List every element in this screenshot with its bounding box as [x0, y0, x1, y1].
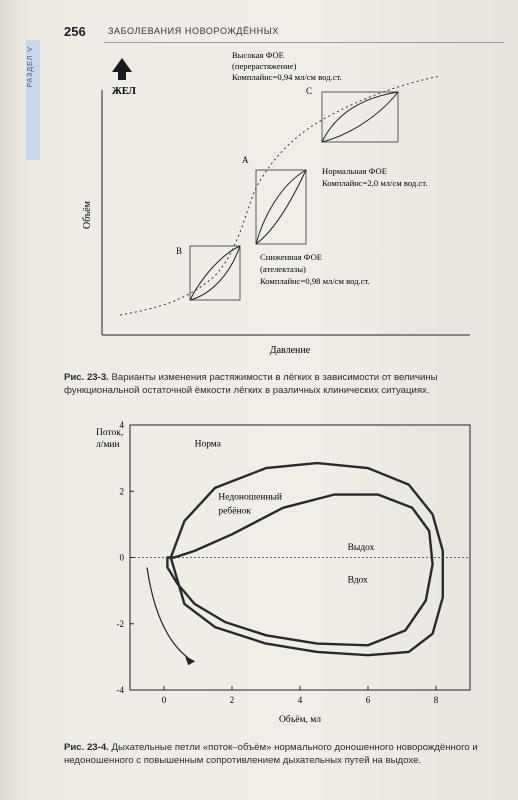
- x-tick-label: 6: [365, 695, 371, 705]
- direction-arrow: [147, 567, 191, 660]
- figure-23-4-caption-text: Дыхательные петли «поток–объём» нормального доношенного новорождённого и недоношенного с повышенным сопротивлением дыхательных путей на выдохе.: [64, 742, 478, 766]
- figure-23-3-caption-label: Рис. 23-3.: [64, 372, 109, 383]
- svg-text:Комплайнс=0,94 мл/см вод.ст.: Комплайнс=0,94 мл/см вод.ст.: [232, 72, 342, 82]
- loop-c: [306, 86, 398, 142]
- loop-series-0: [171, 463, 443, 655]
- side-tab-label: РАЗДЕЛ V: [27, 46, 34, 88]
- figure-23-3-caption-text: Варианты изменения растяжимости в лёгких в зависимости от величины функциональной остаточной ёмкости лёгких в различных клинических ситуациях.: [64, 372, 438, 396]
- y-tick-label: 2: [119, 486, 124, 497]
- figure-23-4-caption: [64, 741, 504, 767]
- fig2-x-axis-label: Объём, мл: [278, 715, 322, 725]
- page-header: [64, 20, 504, 46]
- loop-c-letter: C: [306, 86, 313, 96]
- y-tick-label: 0: [119, 552, 124, 563]
- section-side-tab: [26, 40, 40, 160]
- x-tick-label: 8: [433, 695, 439, 705]
- annotation-inhale: Вдох: [347, 575, 368, 586]
- loop-series-1: [167, 495, 432, 646]
- y-tick-label: -2: [116, 618, 124, 629]
- y-tick-label: 4: [119, 420, 124, 430]
- loop-a-annotation: [322, 166, 427, 188]
- annotation-norma: Норма: [194, 439, 221, 450]
- figure-23-4: [60, 415, 500, 740]
- page-number: 256: [64, 24, 86, 39]
- figure-23-4-caption-label: Рис. 23-4.: [64, 742, 109, 753]
- figure-23-3: [60, 50, 480, 360]
- loop-b-letter: B: [176, 246, 183, 256]
- svg-text:Сниженная ФОЕ: Сниженная ФОЕ: [260, 252, 323, 262]
- annotation-exhale: Выдох: [347, 542, 375, 553]
- direction-arrowhead: [185, 656, 195, 665]
- header-rule: [104, 42, 504, 43]
- loop-a-letter: A: [242, 155, 249, 165]
- x-tick-label: 2: [229, 695, 235, 705]
- fig1-x-axis-label: Давление: [269, 345, 311, 356]
- y-tick-label: -4: [116, 685, 124, 695]
- annotation-premature: Недоношенный: [218, 492, 282, 503]
- svg-text:Комплайнс=0,98 мл/см вод.ст.: Комплайнс=0,98 мл/см вод.ст.: [260, 276, 370, 286]
- chapter-title: ЗАБОЛЕВАНИЯ НОВОРОЖДЁННЫХ: [108, 26, 279, 36]
- loop-b-annotation: [260, 252, 370, 286]
- svg-text:(ателектазы): (ателектазы): [260, 264, 306, 274]
- x-tick-label: 0: [161, 695, 167, 705]
- loop-c-annotation: [232, 50, 342, 82]
- x-tick-label: 4: [297, 695, 303, 705]
- svg-text:Высокая ФОЕ: Высокая ФОЕ: [232, 50, 284, 60]
- fig2-y-axis-label-unit: л/мин: [96, 440, 120, 450]
- annotation-premature-2: ребёнок: [218, 506, 251, 517]
- fig1-y-axis-label: Объём: [82, 201, 93, 229]
- up-arrow-icon: [112, 58, 132, 80]
- svg-text:(перерастяжение): (перерастяжение): [232, 61, 297, 71]
- loop-a: [242, 155, 306, 244]
- fig2-y-axis-label: Поток,: [96, 428, 124, 438]
- figure-23-3-caption: [64, 371, 504, 397]
- svg-text:Комплайнс=2,0 мл/см вод.ст.: Комплайнс=2,0 мл/см вод.ст.: [322, 178, 428, 188]
- svg-text:Нормальная ФОЕ: Нормальная ФОЕ: [322, 166, 388, 176]
- fig1-top-label: ЖЕЛ: [112, 86, 136, 97]
